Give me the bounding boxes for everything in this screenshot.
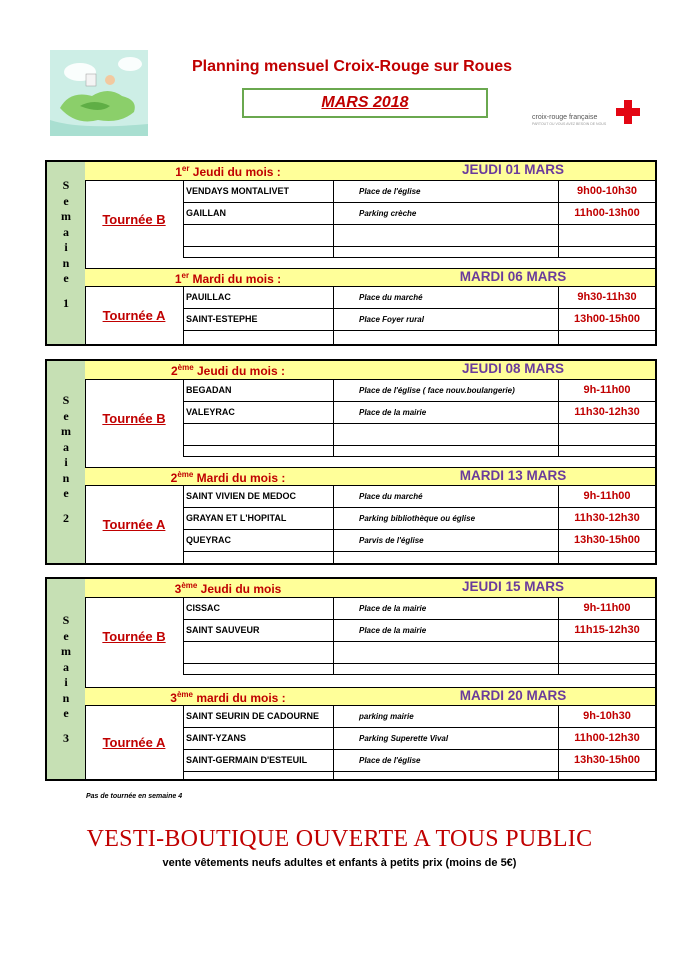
vesti-boutique-subtitle: vente vêtements neufs adultes et enfants à petits prix (moins de 5€)	[162, 857, 517, 869]
table-row: SAINT SAUVEUR Place de la mairie 11h15-12h30	[184, 620, 655, 642]
day-date: JEUDI 01 MARS	[461, 162, 565, 177]
vesti-boutique-title: VESTI-BOUTIQUE OUVERTE A TOUS PUBLIC	[86, 826, 593, 852]
day-label: 3ème mardi du mois :	[170, 690, 286, 705]
map-illustration-icon	[50, 50, 148, 136]
table-row: SAINT VIVIEN DE MEDOC Place du marché 9h-11h00	[184, 486, 655, 508]
day-date: JEUDI 15 MARS	[461, 579, 565, 594]
day-header	[85, 361, 655, 380]
day-header	[85, 162, 655, 181]
day-header	[85, 579, 655, 598]
week-1-block	[45, 160, 657, 346]
tournee-label: Tournée B	[85, 181, 184, 258]
table-row: CISSAC Place de la mairie 9h-11h00	[184, 598, 655, 620]
day-date: JEUDI 08 MARS	[461, 361, 565, 376]
week-number: 1	[63, 295, 69, 310]
table-row: SAINT-ESTEPHE Place Foyer rural 13h00-15h00	[184, 309, 655, 331]
table-row: SAINT-YZANS Parking Superette Vival 11h00-12h30	[184, 728, 655, 750]
table-row	[184, 772, 655, 779]
week-number: 3	[63, 730, 69, 745]
table-row	[184, 642, 655, 664]
logo-subtext: PARTOUT OU VOUS AVEZ BESOIN DE NOUS	[532, 122, 607, 126]
table-row: GAILLAN Parking crèche 11h00-13h00	[184, 203, 655, 225]
day-label: 2ème Jeudi du mois :	[170, 363, 286, 378]
table-row: SAINT SEURIN DE CADOURNE parking mairie 9h-10h30	[184, 706, 655, 728]
week-number: 2	[63, 510, 69, 525]
week-2-block	[45, 359, 657, 565]
month-title: MARS 2018	[321, 94, 409, 111]
table-row	[184, 664, 655, 675]
day-date: MARDI 06 MARS	[459, 269, 567, 284]
footnote: Pas de tournée en semaine 4	[86, 793, 183, 800]
tournee-label: Tournée B	[85, 380, 184, 457]
logo-text: croix-rouge française	[532, 114, 598, 121]
day-label: 1er Mardi du mois :	[174, 271, 282, 286]
day-date: MARDI 20 MARS	[459, 688, 567, 703]
table-row: VALEYRAC Place de la mairie 11h30-12h30	[184, 402, 655, 424]
week-3-block	[45, 577, 657, 781]
week-label: S e m a i n e 3	[47, 579, 86, 779]
week-label: S e m a i n e 2	[47, 361, 86, 563]
table-row: QUEYRAC Parvis de l'église 13h30-15h00	[184, 530, 655, 552]
day-header	[85, 687, 655, 706]
tournee-label: Tournée A	[85, 706, 184, 779]
table-row	[184, 552, 655, 563]
table-row	[184, 424, 655, 446]
tournee-label: Tournée B	[85, 598, 184, 675]
table-row	[184, 331, 655, 344]
table-row: SAINT-GERMAIN D'ESTEUIL Place de l'église 13h30-15h00	[184, 750, 655, 772]
croix-rouge-logo	[532, 100, 642, 130]
tournee-label: Tournée A	[85, 287, 184, 344]
day-label: 2ème Mardi du mois :	[170, 470, 286, 485]
header-illustration	[50, 50, 148, 136]
day-label: 1er Jeudi du mois :	[175, 164, 281, 179]
table-row: BEGADAN Place de l'église ( face nouv.boulangerie) 9h-11h00	[184, 380, 655, 402]
table-row	[184, 225, 655, 247]
red-cross-icon	[616, 100, 640, 124]
tournee-label: Tournée A	[85, 486, 184, 563]
month-banner	[242, 88, 488, 118]
day-date: MARDI 13 MARS	[459, 468, 567, 483]
day-header	[85, 467, 655, 486]
day-header	[85, 268, 655, 287]
table-row	[184, 247, 655, 258]
table-row	[184, 446, 655, 457]
day-label: 3ème Jeudi du mois	[174, 581, 282, 596]
table-row: VENDAYS MONTALIVET Place de l'église 9h00-10h30	[184, 181, 655, 203]
week-label: S e m a i n e 1	[47, 162, 86, 344]
table-row: GRAYAN ET L'HOPITAL Parking bibliothèque ou église 11h30-12h30	[184, 508, 655, 530]
page-title: Planning mensuel Croix-Rouge sur Roues	[191, 58, 513, 75]
table-row: PAUILLAC Place du marché 9h30-11h30	[184, 287, 655, 309]
